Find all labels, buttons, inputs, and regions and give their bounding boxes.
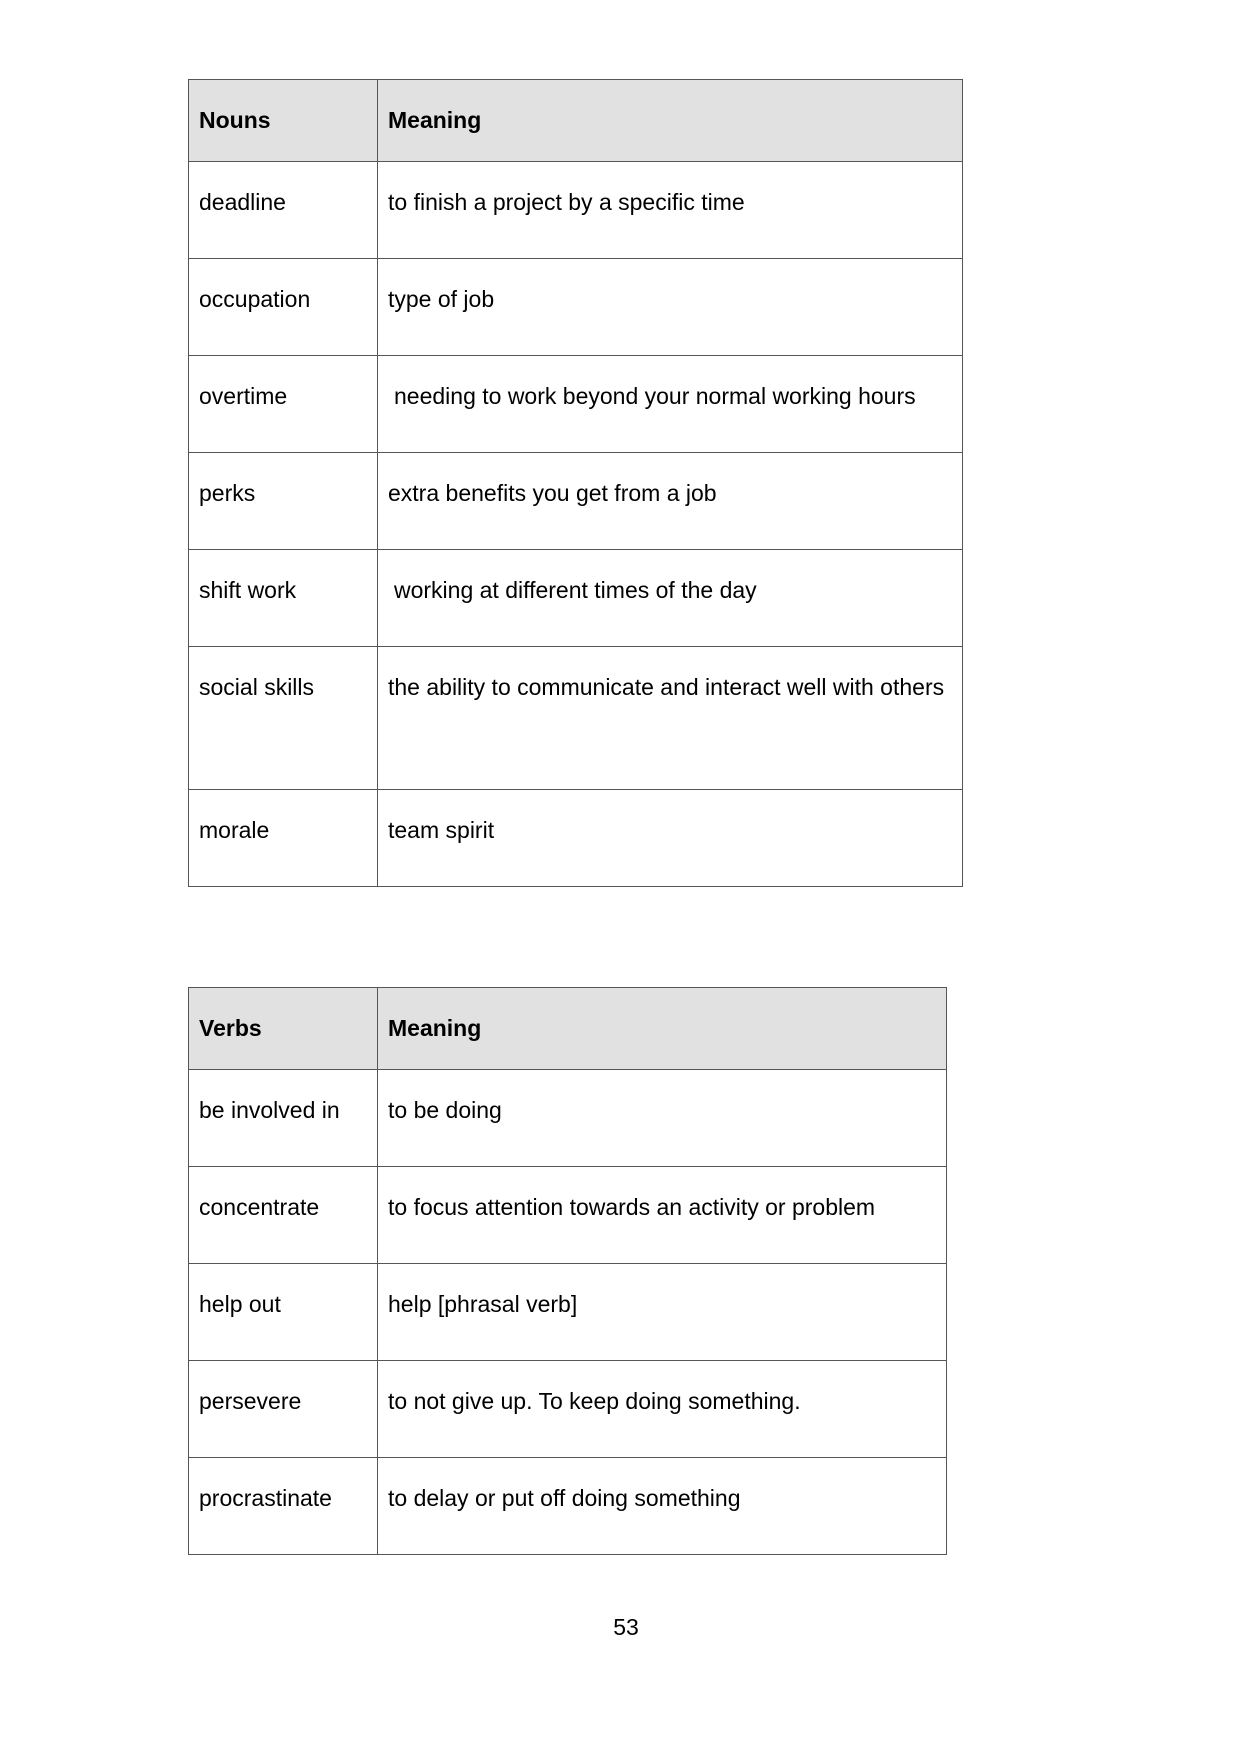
meaning-cell: needing to work beyond your normal working hours bbox=[378, 356, 963, 453]
table-header-row bbox=[189, 988, 947, 1070]
meaning-cell: team spirit bbox=[378, 790, 963, 887]
page-number: 53 bbox=[613, 1614, 639, 1640]
meaning-cell: type of job bbox=[378, 259, 963, 356]
word-cell: be involved in bbox=[189, 1070, 378, 1167]
header-verbs: Verbs bbox=[189, 988, 378, 1070]
meaning-cell: to delay or put off doing something bbox=[378, 1458, 947, 1555]
meaning-cell: to focus attention towards an activity or problem bbox=[378, 1167, 947, 1264]
word-cell: deadline bbox=[189, 162, 378, 259]
word-cell: concentrate bbox=[189, 1167, 378, 1264]
header-meaning: Meaning bbox=[378, 988, 947, 1070]
table-row bbox=[189, 1167, 947, 1264]
header-meaning: Meaning bbox=[378, 80, 963, 162]
header-nouns: Nouns bbox=[189, 80, 378, 162]
word-cell: help out bbox=[189, 1264, 378, 1361]
table-row bbox=[189, 162, 963, 259]
table-header-row bbox=[189, 80, 963, 162]
table-row bbox=[189, 453, 963, 550]
meaning-cell: working at different times of the day bbox=[378, 550, 963, 647]
meaning-cell: the ability to communicate and interact well with others bbox=[378, 647, 963, 790]
meaning-cell: extra benefits you get from a job bbox=[378, 453, 963, 550]
table-row bbox=[189, 356, 963, 453]
nouns-table bbox=[188, 79, 963, 887]
word-cell: overtime bbox=[189, 356, 378, 453]
word-cell: perks bbox=[189, 453, 378, 550]
meaning-cell: help [phrasal verb] bbox=[378, 1264, 947, 1361]
word-cell: shift work bbox=[189, 550, 378, 647]
meaning-cell: to be doing bbox=[378, 1070, 947, 1167]
table-row bbox=[189, 1264, 947, 1361]
word-cell: morale bbox=[189, 790, 378, 887]
word-cell: procrastinate bbox=[189, 1458, 378, 1555]
word-cell: persevere bbox=[189, 1361, 378, 1458]
table-row bbox=[189, 1458, 947, 1555]
meaning-cell: to not give up. To keep doing something. bbox=[378, 1361, 947, 1458]
table-row bbox=[189, 259, 963, 356]
verbs-table bbox=[188, 987, 947, 1555]
meaning-cell: to finish a project by a specific time bbox=[378, 162, 963, 259]
word-cell: social skills bbox=[189, 647, 378, 790]
word-cell: occupation bbox=[189, 259, 378, 356]
table-row bbox=[189, 1361, 947, 1458]
table-row bbox=[189, 550, 963, 647]
table-row bbox=[189, 647, 963, 790]
table-row bbox=[189, 1070, 947, 1167]
table-row bbox=[189, 790, 963, 887]
